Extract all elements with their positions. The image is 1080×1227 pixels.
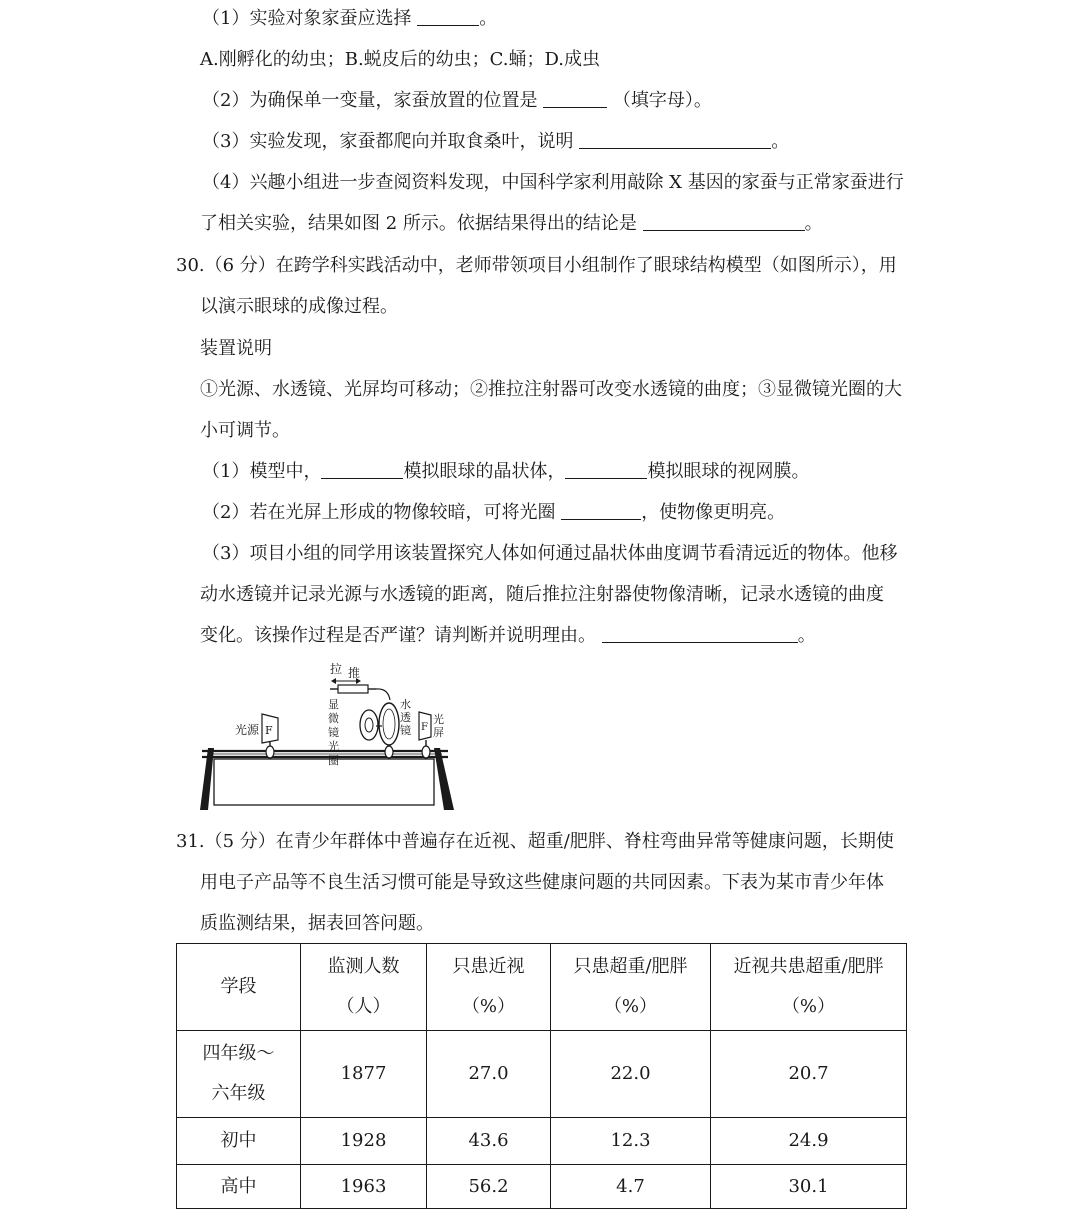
cell-overweight: 12.3 (551, 1118, 711, 1165)
q30-part1: （1）模型中， 模拟眼球的晶状体， 模拟眼球的视网膜。 (202, 461, 810, 482)
optical-bench (200, 748, 454, 810)
cell-stage: 四年级～ 六年级 (177, 1031, 301, 1118)
svg-text:水: 水 (400, 698, 411, 711)
q30-part2: （2）若在光屏上形成的物像较暗，可将光圈 ，使物像更明亮。 (202, 502, 786, 523)
svg-text:光源: 光源 (235, 723, 260, 737)
q30-part3-line2: 动水透镜并记录光源与水透镜的距离，随后推拉注射器使物像清晰，记录水透镜的曲度 (200, 584, 884, 605)
q30-stem-line2: 以演示眼球的成像过程。 (200, 296, 398, 317)
svg-text:光: 光 (328, 740, 339, 753)
eyeball-model-diagram (198, 656, 456, 814)
cell-both: 30.1 (711, 1165, 907, 1209)
svg-text:圈: 圈 (328, 754, 339, 767)
health-monitoring-table (176, 943, 907, 1209)
q29-part3: （3）实验发现，家蚕都爬向并取食桑叶，说明 。 (202, 131, 790, 152)
answer-blank (602, 624, 798, 643)
answer-blank (643, 212, 805, 231)
cell-overweight: 22.0 (551, 1031, 711, 1118)
cell-myopia: 43.6 (427, 1118, 551, 1165)
svg-text:推: 推 (348, 666, 361, 680)
answer-blank (579, 130, 771, 149)
q30-device-line2: 小可调节。 (200, 420, 290, 441)
cell-stage: 高中 (177, 1165, 301, 1209)
svg-text:光: 光 (433, 713, 444, 726)
cell-stage: 初中 (177, 1118, 301, 1165)
table-header-row (177, 944, 907, 1031)
answer-blank (321, 460, 403, 479)
water-lens-assembly (360, 703, 399, 758)
q29-part4-line2: 了相关实验，结果如图 2 所示。依据结果得出的结论是 。 (200, 213, 823, 234)
q30-part3-line3: 变化。该操作过程是否严谨？请判断并说明理由。 。 (200, 625, 816, 646)
header-overweight: 只患超重/肥胖 （%） (551, 944, 711, 1031)
answer-blank (561, 501, 641, 520)
answer-blank (543, 89, 607, 108)
svg-text:透: 透 (400, 711, 411, 724)
table-row (177, 1165, 907, 1209)
q30-device-line1: ①光源、水透镜、光屏均可移动；②推拉注射器可改变水透镜的曲度；③显微镜光圈的大 (200, 379, 902, 400)
q31-stem-line2: 用电子产品等不良生活习惯可能是导致这些健康问题的共同因素。下表为某市青少年体 (200, 872, 884, 893)
cell-myopia: 56.2 (427, 1165, 551, 1209)
q29-part2: （2）为确保单一变量，家蚕放置的位置是 （填字母）。 (202, 90, 712, 111)
answer-blank (417, 7, 479, 26)
header-both: 近视共患超重/肥胖 （%） (711, 944, 907, 1031)
svg-text:镜: 镜 (400, 724, 411, 737)
cell-overweight: 4.7 (551, 1165, 711, 1209)
svg-text:微: 微 (328, 712, 339, 725)
cell-count: 1928 (301, 1118, 427, 1165)
q29-part4-line1: （4）兴趣小组进一步查阅资料发现，中国科学家利用敲除 X 基因的家蚕与正常家蚕进行 (202, 172, 904, 193)
q31-stem-line3: 质监测结果，据表回答问题。 (200, 913, 434, 934)
q29-part1: （1）实验对象家蚕应选择 。 (202, 8, 498, 29)
svg-text:显: 显 (328, 698, 339, 711)
header-count: 监测人数 （人） (301, 944, 427, 1031)
header-stage: 学段 (177, 944, 301, 1031)
cell-both: 20.7 (711, 1031, 907, 1118)
svg-text:镜: 镜 (328, 726, 339, 739)
q29-options: A.刚孵化的幼虫；B.蜕皮后的幼虫；C.蛹；D.成虫 (200, 49, 601, 70)
header-myopia: 只患近视 （%） (427, 944, 551, 1031)
answer-blank (565, 460, 647, 479)
cell-count: 1963 (301, 1165, 427, 1209)
q30-stem-line1: 30.（6 分）在跨学科实践活动中，老师带领项目小组制作了眼球结构模型（如图所示），用 (176, 255, 897, 276)
q30-part3-line1: （3）项目小组的同学用该装置探究人体如何通过晶状体曲度调节看清远近的物体。他移 (202, 543, 898, 564)
table-row (177, 1031, 907, 1118)
water-lens-label (400, 697, 411, 737)
aperture-label (328, 698, 339, 767)
cell-both: 24.9 (711, 1118, 907, 1165)
syringe (330, 661, 390, 700)
q31-stem-line1: 31.（5 分）在青少年群体中普遍存在近视、超重/肥胖、脊柱弯曲异常等健康问题，长期使 (176, 831, 894, 852)
cell-myopia: 27.0 (427, 1031, 551, 1118)
table-row (177, 1118, 907, 1165)
q30-device-title: 装置说明 (200, 338, 272, 359)
svg-text:拉: 拉 (330, 662, 343, 676)
svg-text:F: F (421, 722, 428, 733)
cell-count: 1877 (301, 1031, 427, 1118)
svg-text:F: F (265, 724, 273, 737)
svg-text:屏: 屏 (433, 726, 444, 739)
